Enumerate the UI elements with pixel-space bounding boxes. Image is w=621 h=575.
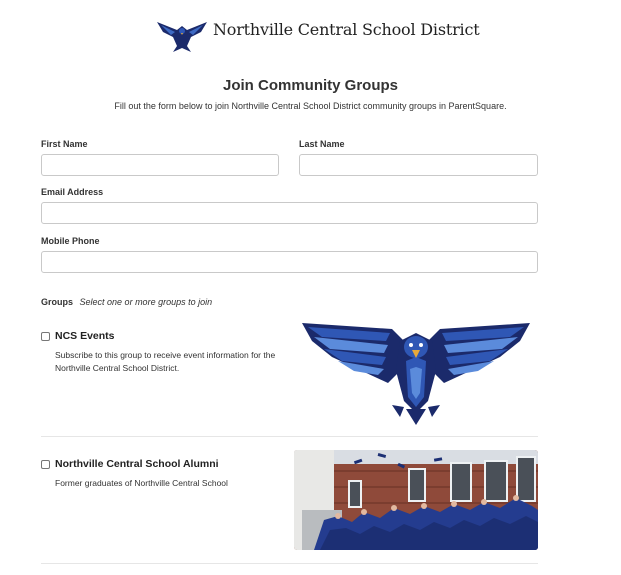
district-name: Northville Central School District [213, 20, 480, 39]
alumni-title: Northville Central School Alumni [55, 458, 219, 470]
group-divider [41, 436, 538, 437]
last-name-label: Last Name [299, 139, 345, 149]
alumni-description: Former graduates of Northville Central School [55, 478, 228, 488]
group-divider-bottom [41, 563, 538, 564]
eagle-logo-icon [157, 20, 207, 54]
email-label: Email Address [41, 187, 104, 197]
page-subtitle: Fill out the form below to join Northville Central School District community groups in ParentSquare. [114, 101, 507, 111]
ncs-events-title: NCS Events [55, 330, 115, 342]
page-title: Join Community Groups [222, 77, 398, 94]
email-input[interactable] [41, 202, 538, 224]
mobile-phone-label: Mobile Phone [41, 236, 100, 246]
last-name-input[interactable] [299, 154, 538, 176]
graduation-photo-image [294, 450, 538, 550]
ncs-events-checkbox[interactable] [41, 332, 50, 341]
alumni-checkbox[interactable] [41, 460, 50, 469]
groups-heading [41, 297, 212, 307]
first-name-input[interactable] [41, 154, 279, 176]
groups-label: Groups [41, 297, 74, 307]
ncs-events-description: Subscribe to this group to receive event information for the Northville Central School District. [55, 350, 276, 373]
first-name-label: First Name [41, 139, 88, 149]
mobile-phone-input[interactable] [41, 251, 538, 273]
eagle-mascot-image [302, 321, 530, 425]
district-header [0, 14, 621, 58]
groups-hint: Select one or more groups to join [79, 297, 213, 307]
